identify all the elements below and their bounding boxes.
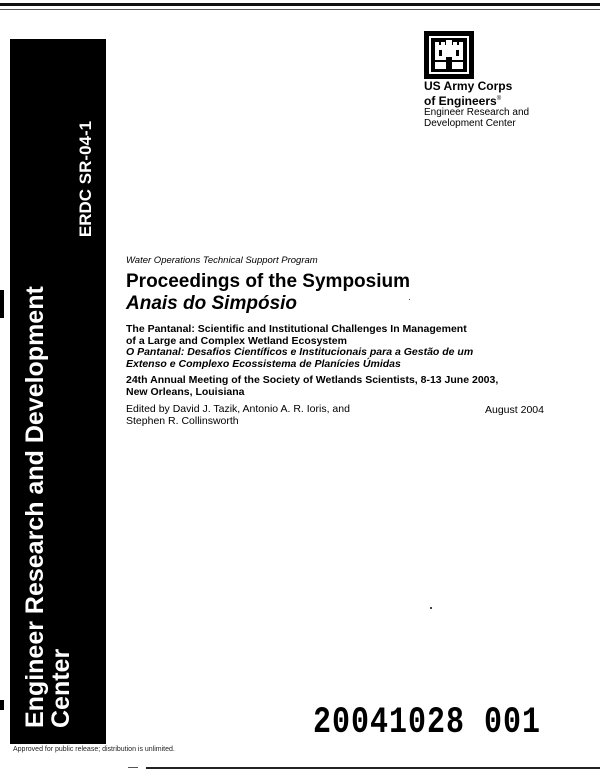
publication-date: August 2004 [485,404,544,416]
bottom-rule [146,767,600,769]
scan-speck [430,607,432,609]
agency-sub-line-1: Engineer Research and [424,107,530,118]
meeting-line-2: New Orleans, Louisiana [126,385,245,398]
subtitle-english-line-1: The Pantanal: Scientific and Institutional Challenges In Management [126,323,467,335]
bottom-rule-small [128,767,138,768]
sidebar-title-line-2: Center [47,648,75,728]
agency-subname [424,107,529,129]
report-code: ERDC SR-04-1 [76,120,95,238]
sidebar-title [21,286,75,728]
top-rule [0,3,600,6]
castle-icon [424,31,474,79]
program-name: Water Operations Technical Support Program [126,255,318,266]
agency-name-line-2-text: of Engineers [424,94,497,108]
agency-name-line-1: US Army Corps [424,79,513,93]
agency-name [424,80,512,108]
agency-name-line-2 [424,93,512,108]
title-english: Proceedings of the Symposium [126,271,410,292]
sidebar-title-line-1: Engineer Research and Development [21,286,49,728]
agency-sub-line-2: Development Center [424,118,516,129]
editors-line-1: Edited by David J. Tazik, Antonio A. R. Ioris, and [126,403,350,415]
subtitle-portuguese-line-2: Extenso e Complexo Ecossistema de Planícies Úmidas [126,357,401,370]
subtitle-english-line-2: of a Large and Complex Wetland Ecosystem [126,334,347,347]
registered-mark: ® [496,96,502,102]
approval-statement: Approved for public release; distribution is unlimited. [13,746,175,753]
editors [126,404,426,427]
scan-speck [409,299,410,300]
subtitle-english [126,324,566,347]
editors-line-2: Stephen R. Collinsworth [126,414,239,427]
edge-mark [0,700,4,710]
meeting-line-1: 24th Annual Meeting of the Society of Wetlands Scientists, 8-13 June 2003, [126,374,499,386]
subtitle-portuguese [126,347,566,370]
document-number: 20041028 001 [313,702,542,745]
title-portuguese: Anais do Simpósio [126,293,298,314]
subtitle-portuguese-line-1: O Pantanal: Desafios Científicos e Institucionais para a Gestão de um [126,346,474,358]
top-rule-thin [0,9,600,10]
edge-mark [0,290,4,318]
meeting-info [126,375,566,398]
